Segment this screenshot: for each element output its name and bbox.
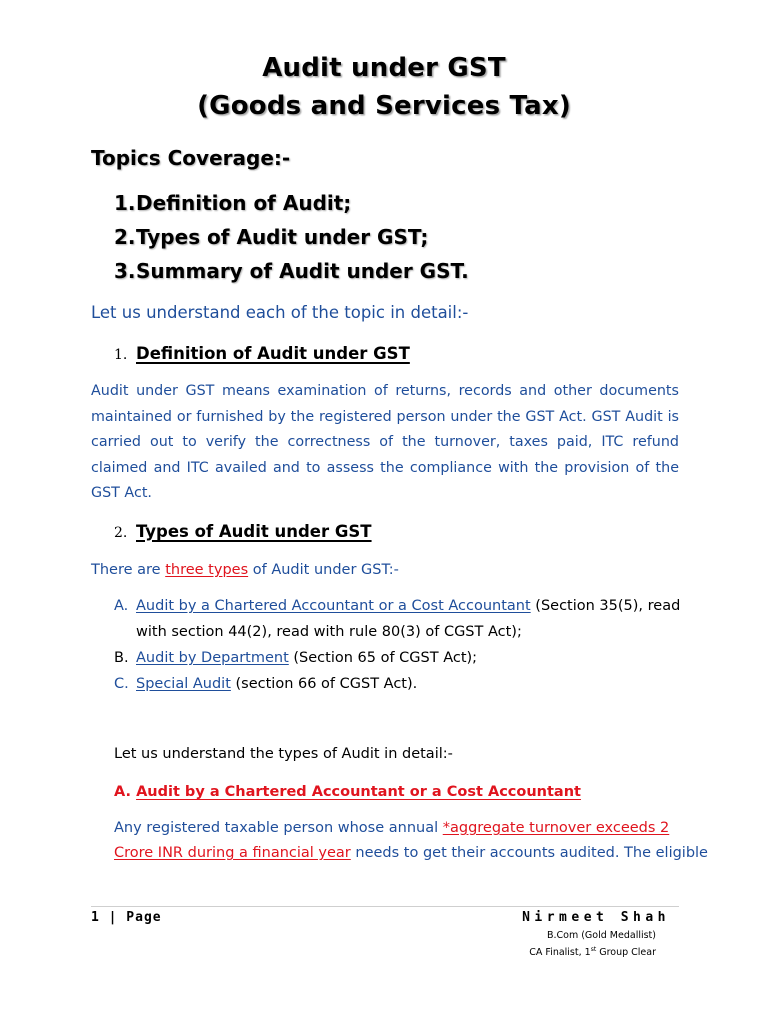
subsection-title: Audit by a Chartered Accountant or a Cost Accountant: [136, 784, 581, 800]
audit-type-item: [114, 650, 477, 666]
audit-type-continuation: with section 44(2), read with rule 80(3) of CGST Act);: [136, 624, 522, 640]
audit-type-link[interactable]: Audit by Department: [136, 650, 289, 666]
intro-highlight: three types: [165, 562, 249, 578]
subsection-a-line: [114, 820, 669, 836]
item-text: (Section 35(5), read: [530, 598, 681, 614]
topics-heading: Topics Coverage:-: [91, 146, 291, 170]
subsection-letter: A.: [114, 784, 131, 800]
page-number: 1 | Page: [91, 910, 162, 925]
section-1-heading: [114, 344, 410, 363]
topic-number: 1.: [114, 191, 136, 215]
section-2-heading: [114, 522, 372, 541]
types-detail-lead: Let us understand the types of Audit in detail:-: [114, 746, 453, 762]
item-text: (section 66 of CGST Act).: [230, 676, 418, 692]
turnover-highlight: Crore INR during a financial year: [114, 845, 351, 861]
intro-text: of Audit under GST:-: [248, 562, 399, 578]
ca-text: Group Clear: [596, 947, 656, 959]
body-text: Any registered taxable person whose annual: [114, 820, 443, 836]
author-ca-status: [529, 946, 656, 958]
topic-item: [114, 191, 351, 215]
topic-number: 2.: [114, 225, 136, 249]
author-name: Nirmeet Shah: [522, 910, 670, 925]
turnover-highlight: *aggregate turnover exceeds 2: [442, 820, 670, 836]
audit-type-item: [114, 598, 680, 614]
ca-text: CA Finalist, 1: [529, 947, 591, 959]
footer-divider: [91, 906, 679, 907]
subsection-a-heading: [114, 784, 581, 800]
document-title: Audit under GST: [262, 53, 506, 83]
author-degree: B.Com (Gold Medallist): [546, 930, 656, 941]
topic-text: Types of Audit under GST;: [136, 225, 429, 249]
body-text: needs to get their accounts audited. The eligible: [350, 845, 708, 861]
types-intro: [91, 562, 399, 578]
section-number: 1.: [114, 347, 128, 363]
item-letter: A.: [114, 598, 129, 614]
topic-text: Summary of Audit under GST.: [136, 259, 469, 283]
section-title: Definition of Audit under GST: [136, 344, 410, 363]
audit-type-link[interactable]: Audit by a Chartered Accountant or a Cost Accountant: [136, 598, 531, 614]
section-number: 2.: [114, 525, 128, 541]
document-subtitle: (Goods and Services Tax): [197, 91, 571, 121]
topic-item: [114, 259, 469, 283]
section-1-body: Audit under GST means examination of returns, records and other documents maintained or furnished by the registered person under the GST Act. GST Audit is carried out to verify the correctness of the turnover, taxes paid, ITC refund claimed and ITC availed and to assess the compliance with the provision of the GST Act.: [91, 383, 679, 502]
item-letter: B.: [114, 650, 129, 666]
section-title: Types of Audit under GST: [136, 522, 372, 541]
topic-text: Definition of Audit;: [136, 191, 352, 215]
audit-type-item: [114, 676, 417, 692]
ca-superscript: st: [590, 946, 597, 953]
item-letter: C.: [114, 676, 129, 692]
topic-number: 3.: [114, 259, 136, 283]
lead-text: Let us understand each of the topic in detail:-: [91, 303, 469, 322]
subsection-a-line: [114, 845, 708, 861]
topic-item: [114, 225, 428, 249]
audit-type-link[interactable]: Special Audit: [136, 676, 231, 692]
item-text: (Section 65 of CGST Act);: [288, 650, 478, 666]
intro-text: There are: [91, 562, 166, 578]
